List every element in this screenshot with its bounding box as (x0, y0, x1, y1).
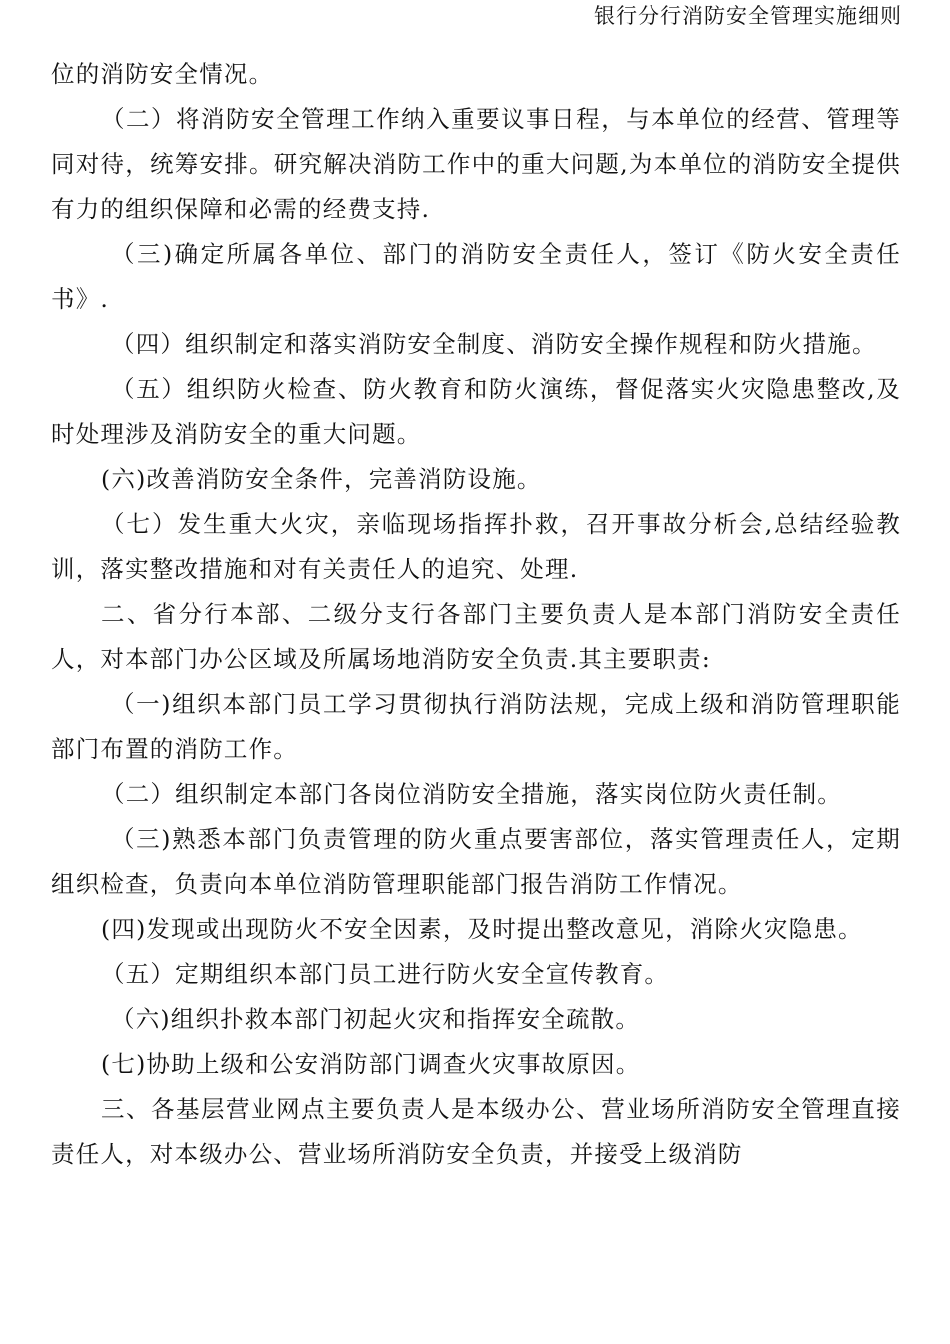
paragraph-1: 位的消防安全情况。 (51, 60, 274, 88)
running-header: 银行分行消防安全管理实施细则 (594, 4, 902, 28)
paragraph-12: (四)发现或出现防火不安全因素，及时提出整改意见，消除火灾隐患。 (101, 915, 863, 943)
paragraph-2: （二）将消防安全管理工作纳入重要议事日程，与本单位的经营、管理等同对待，统筹安排。研究解决消防工作中的重大问题,为本单位的消防安全提供有力的组织保障和必需的经费支持. (51, 105, 901, 223)
paragraph-15: (七)协助上级和公安消防部门调查火灾事故原因。 (101, 1050, 641, 1078)
document-body (51, 52, 901, 1177)
paragraph-13: （五）定期组织本部门员工进行防火安全宣传教育。 (101, 960, 670, 988)
paragraph-14: （六)组织扑救本部门初起火灾和指挥安全疏散。 (111, 1005, 641, 1033)
paragraph-7: （七）发生重大火灾，亲临现场指挥扑救，召开事故分析会,总结经验教训，落实整改措施和对有关责任人的追究、处理. (51, 510, 901, 583)
paragraph-6: (六)改善消防安全条件，完善消防设施。 (101, 465, 542, 493)
paragraph-11: （三)熟悉本部门负责管理的防火重点要害部位，落实管理责任人，定期组织检查，负责向本单位消防管理职能部门报告消防工作情况。 (51, 825, 901, 898)
paragraph-16: 三、各基层营业网点主要负责人是本级办公、营业场所消防安全管理直接责任人，对本级办公、营业场所消防安全负责，并接受上级消防 (51, 1095, 901, 1168)
paragraph-5: （五）组织防火检查、防火教育和防火演练，督促落实火灾隐患整改,及时处理涉及消防安全的重大问题。 (51, 375, 901, 448)
paragraph-3: （三)确定所属各单位、部门的消防安全责任人，签订《防火安全责任书》. (51, 240, 901, 313)
paragraph-9: （一)组织本部门员工学习贯彻执行消防法规，完成上级和消防管理职能部门布置的消防工作。 (51, 690, 901, 763)
paragraph-4: （四）组织制定和落实消防安全制度、消防安全操作规程和防火措施。 (111, 330, 877, 358)
paragraph-8: 二、省分行本部、二级分支行各部门主要负责人是本部门消防安全责任人，对本部门办公区域及所属场地消防安全负责.其主要职责: (51, 600, 901, 673)
paragraph-10: （二）组织制定本部门各岗位消防安全措施，落实岗位防火责任制。 (101, 780, 842, 808)
